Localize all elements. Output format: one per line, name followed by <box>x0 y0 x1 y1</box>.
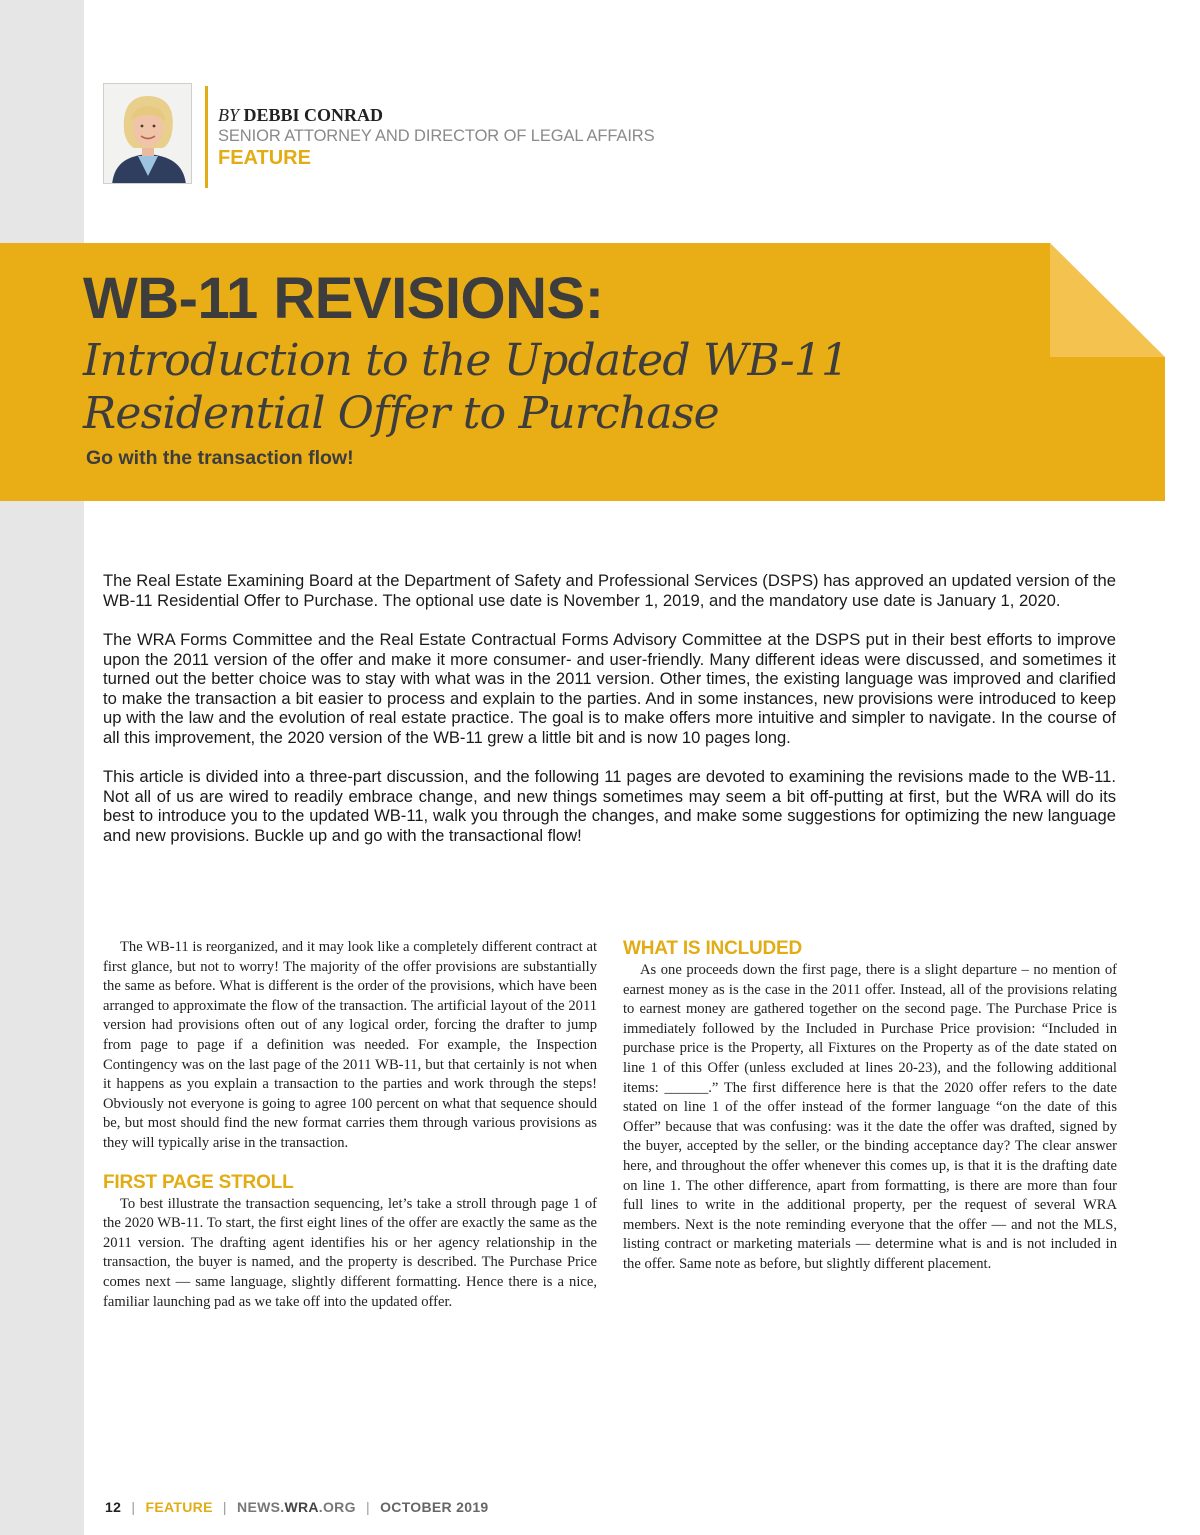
footer-separator: | <box>222 1499 227 1515</box>
author-portrait-icon <box>104 84 192 184</box>
footer-site-prefix: NEWS. <box>237 1499 285 1515</box>
page-number: 12 <box>105 1499 122 1515</box>
left-margin-strip <box>0 0 84 1535</box>
footer-site-bold: WRA <box>284 1499 319 1515</box>
page-footer <box>105 1497 489 1517</box>
footer-separator: | <box>365 1499 370 1515</box>
intro-paragraph: This article is divided into a three-part discussion, and the following 11 pages are devoted to examining the revisions made to the WB-11. Not all of us are wired to readily embrace change, and new things sometimes may seem a bit off-putting at first, but the WRA will do its best to introduce you to the updated WB-11, walk you through the changes, and make some suggestions for optimizing the new language and new provisions. Buckle up and go with the transactional flow! <box>103 767 1116 845</box>
article-title: WB-11 REVISIONS: <box>83 266 604 331</box>
author-title: SENIOR ATTORNEY AND DIRECTOR OF LEGAL AFFAIRS <box>218 127 655 145</box>
section-heading-first-page-stroll: FIRST PAGE STROLL <box>103 1171 294 1193</box>
right-column <box>623 937 1117 1275</box>
author-divider <box>205 86 208 188</box>
footer-date: OCTOBER 2019 <box>380 1499 489 1515</box>
author-info <box>218 104 655 170</box>
left-column <box>103 938 597 1312</box>
byline <box>218 104 655 126</box>
footer-separator: | <box>131 1499 136 1515</box>
footer-website <box>237 1499 356 1515</box>
article-tagline: Go with the transaction flow! <box>86 447 354 469</box>
intro-paragraph: The Real Estate Examining Board at the Department of Safety and Professional Services (DSPS) has approved an updated version of the WB-11 Residential Offer to Purchase. The optional use date is November 1, 2019, and the mandatory use date is January 1, 2020. <box>103 571 1116 610</box>
body-paragraph: The WB-11 is reorganized, and it may look like a completely different contract at first glance, but not to worry! The majority of the offer provisions are substantially the same as before. What is different is the order of the provisions, which have been arranged to approximate the flow of the transaction. The artificial layout of the 2011 version had provisions often out of any logical order, forcing the drafter to jump from page to page if a definition was needed. For example, the Inspection Contingency was on the last page of the 2011 WB-11, but that certainly is not when it happens as you explain a transaction to the parties and work through the steps! Obviously not everyone is going to agree 100 percent on what that sequence should be, but most should find the new format carries them through various provisions as they will typically arise in the transaction. <box>103 939 597 1151</box>
footer-site-suffix: .ORG <box>318 1499 356 1515</box>
body-paragraph: As one proceeds down the first page, there is a slight departure – no mention of earnest money as is the case in the 2011 offer. Instead, all of the provisions relating to earnest money are gathered together on the second page. The Purchase Price is immediately followed by the Included in Purchase Price provision: “Included in purchase price is the Property, all Fixtures on the Property as of the date stated on line 1 of this Offer (unless excluded at lines 20-23), and the following additional items: ______.” The first difference here is that the 2020 offer refers to the date stated on line 1 of the offer instead of the former language “on the date of this Offer” because that was confusing: was it the date the offer was drafted, signed by the buyer, accepted by the seller, or the binding acceptance day? The clear answer here, and throughout the offer whenever this comes up, is that it is the drafting date on line 1. The other difference, apart from formatting, is there are more than four full lines to write in the additional property, per the request of several WRA members. Next is the note reminding everyone that the offer — and not the MLS, listing contract or marketing materials — determine what is and is not included in the offer. Same note as before, but slightly different placement. <box>623 962 1117 1272</box>
section-heading-what-is-included: WHAT IS INCLUDED <box>623 938 803 959</box>
banner-fold-corner-icon <box>1050 243 1165 357</box>
intro-paragraph: The WRA Forms Committee and the Real Estate Contractual Forms Advisory Committee at the DSPS put in their best efforts to improve upon the 2011 version of the offer and make it more consumer- and user-friendly. Many different ideas were discussed, and sometimes it turned out the better choice was to stay with what was in the 2011 version. Other times, the existing language was improved and clarified to make the transaction a bit easier to process and explain to the parties. And in some instances, new provisions were introduced to keep up with the law and the evolution of real estate practice. The goal is to make offers more intuitive and simpler to navigate. In the course of all this improvement, the 2020 version of the WB-11 grew a little bit and is now 10 pages long. <box>103 630 1116 747</box>
author-photo <box>103 83 192 184</box>
author-name: DEBBI CONRAD <box>243 105 384 125</box>
article-subtitle: Introduction to the Updated WB-11 Residential Offer to Purchase <box>83 335 849 439</box>
footer-section: FEATURE <box>145 1499 213 1515</box>
intro-section <box>103 571 1116 865</box>
byline-prefix: BY <box>218 105 240 125</box>
body-paragraph: To best illustrate the transaction sequencing, let’s take a stroll through page 1 of the 2020 WB-11. To start, the first eight lines of the offer are exactly the same as the 2011 version. The drafting agent identifies his or her agency relationship in the transaction, the buyer is named, and the property is described. The Purchase Price comes next — same language, slightly different formatting. Hence there is a nice, familiar launching pad as we take off into the updated offer. <box>103 1195 597 1310</box>
section-label: FEATURE <box>218 147 311 169</box>
